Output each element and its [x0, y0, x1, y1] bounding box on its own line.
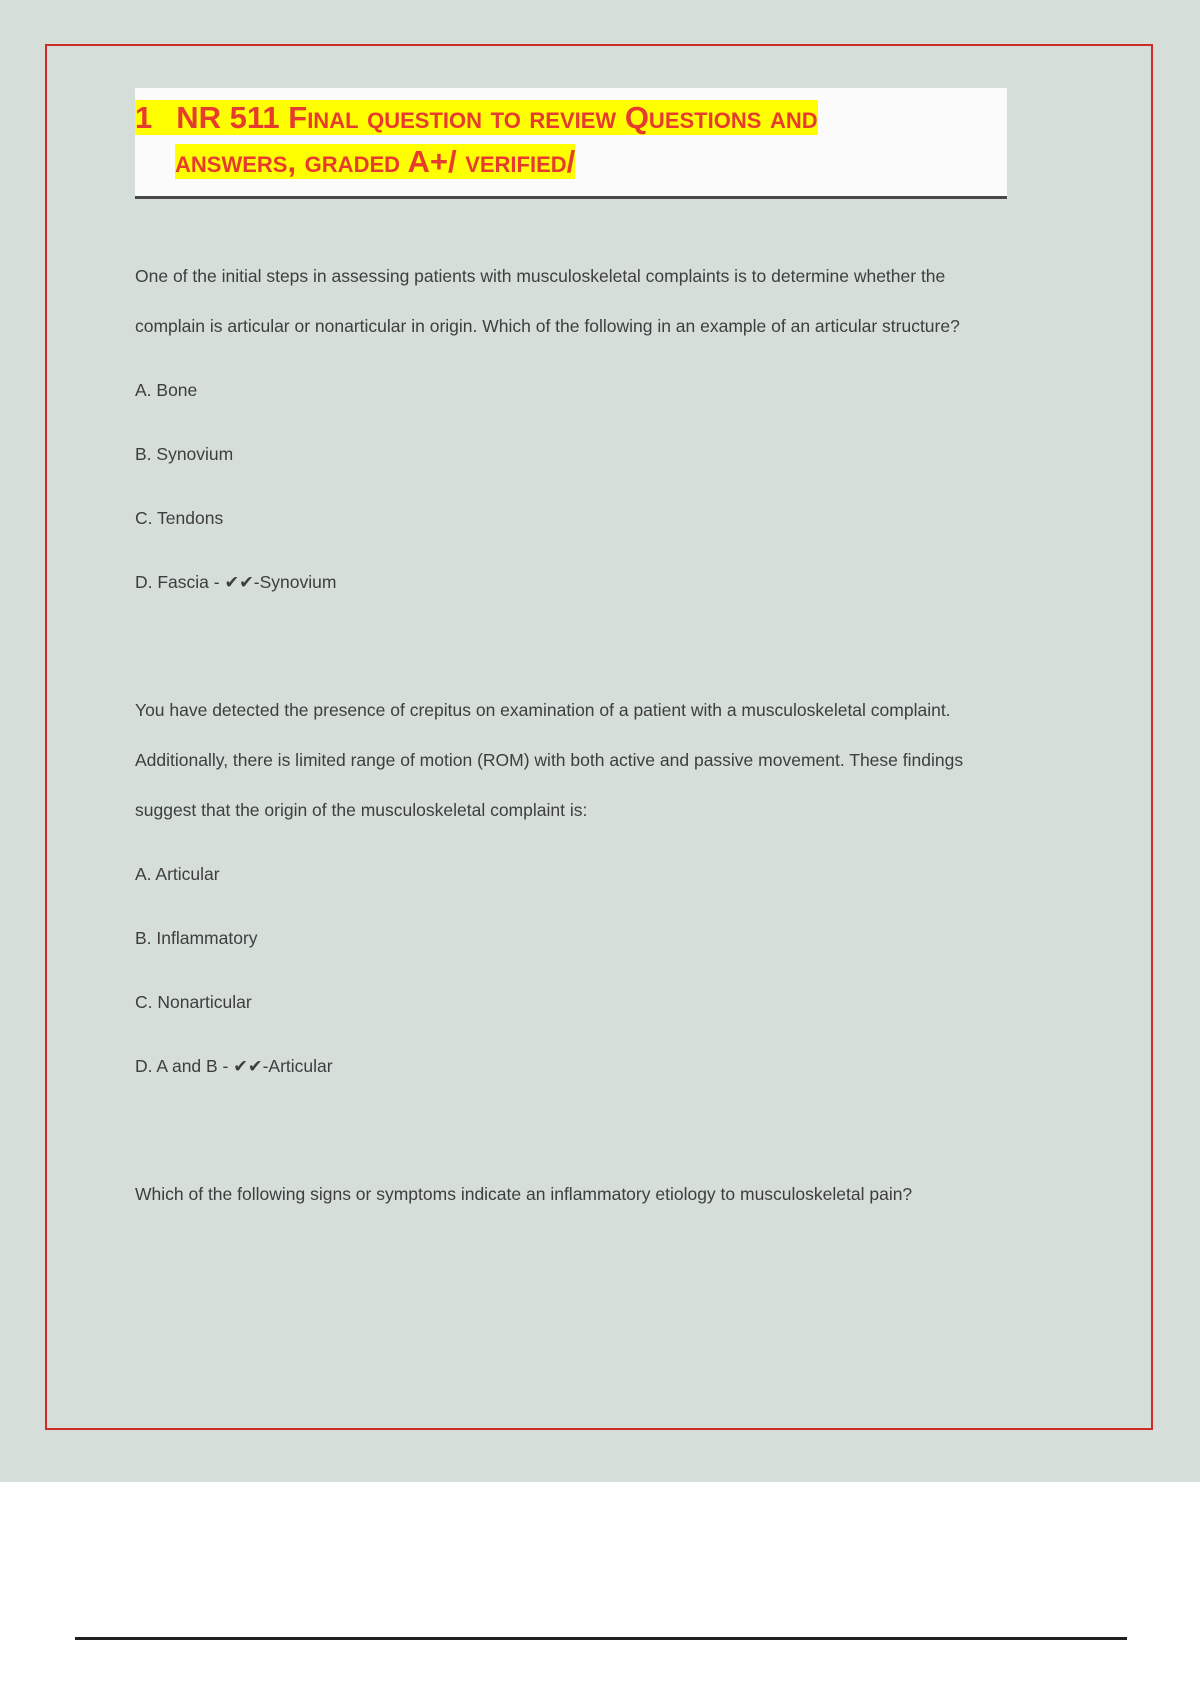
heading-title-line1: NR 511 Final question to review Questions and: [176, 100, 818, 135]
answer-option: B. Inflammatory: [135, 928, 258, 948]
question-prompt: Which of the following signs or symptoms indicate an inflammatory etiology to musculoskeletal pain?: [135, 1184, 913, 1204]
question-block-1: [135, 251, 1007, 607]
footer-rule: [75, 1637, 1127, 1640]
heading-number: 1: [135, 100, 176, 135]
answer-option-correct: D. Fascia - ✔✔-Synovium: [135, 572, 337, 592]
question-block-3: [135, 1169, 1007, 1219]
answer-option: C. Nonarticular: [135, 992, 252, 1012]
question-block-2: [135, 685, 1007, 1091]
answer-option: B. Synovium: [135, 444, 234, 464]
heading-title-line2: answers, graded A+/ verified/: [175, 144, 576, 179]
answer-option: C. Tendons: [135, 508, 224, 528]
answer-option: A. Bone: [135, 380, 198, 400]
questions-body: [135, 251, 1007, 1219]
answer-option-correct: D. A and B - ✔✔-Articular: [135, 1056, 333, 1076]
question-prompt: You have detected the presence of crepitus on examination of a patient with a musculoskeletal complaint. Additionally, there is limited range of motion (ROM) with both active and passive movement. These findings suggest that the origin of the musculoskeletal complaint is:: [135, 700, 964, 820]
document-content: [135, 0, 1007, 1233]
page-footer-area: [0, 1482, 1200, 1700]
question-prompt: One of the initial steps in assessing patients with musculoskeletal complaints is to determine whether the complain is articular or nonarticular in origin. Which of the following in an example of an articular structure?: [135, 266, 960, 336]
page-title: [135, 88, 1007, 199]
answer-option: A. Articular: [135, 864, 220, 884]
